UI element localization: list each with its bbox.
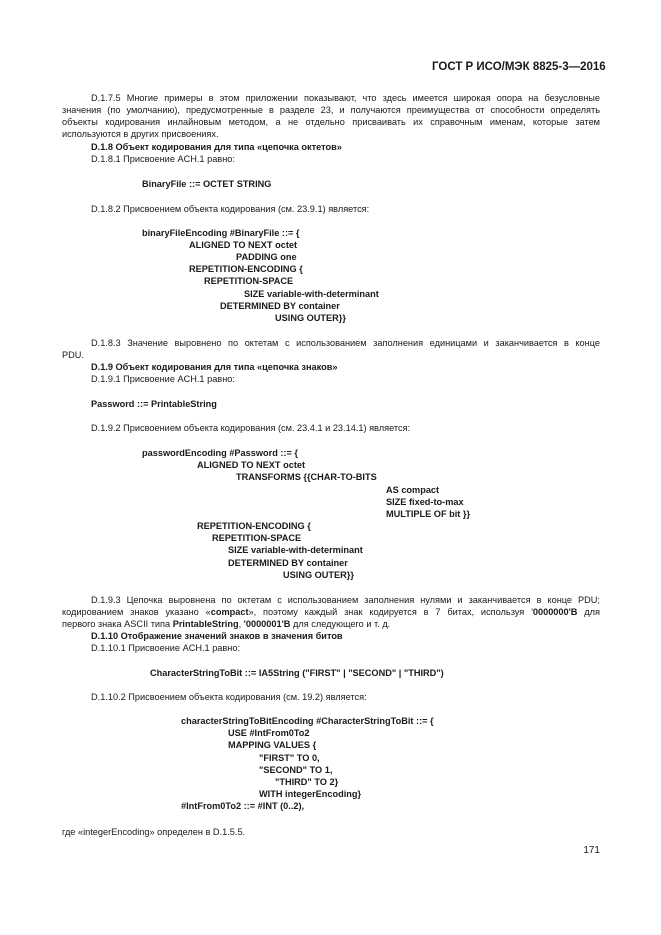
code1-line: REPETITION-ENCODING { <box>189 264 303 274</box>
paragraph-d182: D.1.8.2 Присвоением объекта кодирования (см. 23.9.1) является: <box>91 204 370 214</box>
page-number: 171 <box>583 845 600 856</box>
code3-line: "FIRST" TO 0, <box>259 753 320 763</box>
code-password: Password ::= PrintableString <box>91 399 217 409</box>
code1-line: SIZE variable-with-determinant <box>244 289 379 299</box>
code2-line: SIZE variable-with-determinant <box>228 545 363 555</box>
paragraph-d193-line2: кодированием знаков указано «compact», поэтому каждый знак кодируется в 7 битах, используя '0000000'B для <box>62 607 600 617</box>
paragraph-d1101: D.1.10.1 Присвоение ACH.1 равно: <box>91 643 241 653</box>
heading-d18: D.1.8 Объект кодирования для типа «цепочка октетов» <box>91 142 342 152</box>
code3-line: MAPPING VALUES { <box>228 740 317 750</box>
code2-line: DETERMINED BY container <box>228 558 348 568</box>
paragraph-d175-line4: используются в других присвоениях. <box>62 129 219 139</box>
code2-line: MULTIPLE OF bit }} <box>386 509 471 519</box>
code1-line: ALIGNED TO NEXT octet <box>189 240 298 250</box>
code3-line: USE #IntFrom0To2 <box>228 728 310 738</box>
code1-line: binaryFileEncoding #BinaryFile ::= { <box>142 228 300 238</box>
paragraph-d193-line3: первого знака ASCII типа PrintableString, '0000001'B для следующего и т. д. <box>62 619 391 629</box>
paragraph-final: где «integerEncoding» определен в D.1.5.5. <box>62 827 246 837</box>
code2-line: REPETITION-ENCODING { <box>197 521 311 531</box>
code3-line: "THIRD" TO 2} <box>275 777 339 787</box>
code2-line: REPETITION-SPACE <box>212 533 302 543</box>
paragraph-d191: D.1.9.1 Присвоение ACH.1 равно: <box>91 374 235 384</box>
code2-line: USING OUTER}} <box>283 570 354 580</box>
code-charstring: CharacterStringToBit ::= IA5String ("FIRST" | "SECOND" | "THIRD") <box>150 668 444 678</box>
paragraph-d192: D.1.9.2 Присвоением объекта кодирования (см. 23.4.1 и 23.14.1) является: <box>91 423 411 433</box>
code1-line: PADDING one <box>236 252 297 262</box>
heading-d19: D.1.9 Объект кодирования для типа «цепочка знаков» <box>91 362 338 372</box>
paragraph-d175-line1: D.1.7.5 Многие примеры в этом приложении показывают, что здесь имеется широкая опора на безусловные <box>91 93 600 103</box>
code2-line: TRANSFORMS {{CHAR-TO-BITS <box>236 472 377 482</box>
code1-line: USING OUTER}} <box>275 313 346 323</box>
code3-line: "SECOND" TO 1, <box>259 765 333 775</box>
paragraph-d183-line2: PDU. <box>62 350 84 360</box>
code3-line: characterStringToBitEncoding #CharacterStringToBit ::= { <box>181 716 434 726</box>
code2-line: ALIGNED TO NEXT octet <box>197 460 306 470</box>
document-header: ГОСТ Р ИСО/МЭК 8825-3—2016 <box>432 61 606 73</box>
code1-line: REPETITION-SPACE <box>204 276 294 286</box>
paragraph-d1102: D.1.10.2 Присвоением объекта кодирования (см. 19.2) является: <box>91 692 367 702</box>
code2-line: SIZE fixed-to-max <box>386 497 464 507</box>
code2-line: AS compact <box>386 485 440 495</box>
paragraph-d183-line1: D.1.8.3 Значение выровнено по октетам с использованием заполнения единицами и заканчивается в конце <box>91 338 600 348</box>
code-binaryfile: BinaryFile ::= OCTET STRING <box>142 179 272 189</box>
paragraph-d193-line1: D.1.9.3 Цепочка выровнена по октетам с использованием заполнения нулями и заканчивается в конце PDU; <box>91 595 600 605</box>
code1-line: DETERMINED BY container <box>220 301 340 311</box>
code2-line: passwordEncoding #Password ::= { <box>142 448 298 458</box>
paragraph-d175-line3: объекты кодирования инлайновым методом, а не отдельно присваивать их справочным именам, которые затем <box>62 117 600 127</box>
code3-line: #IntFrom0To2 ::= #INT (0..2), <box>181 801 305 811</box>
paragraph-d175-line2: значения (по умолчанию), предусмотренные в разделе 23, и получаются преимущества от способности определять <box>62 105 600 115</box>
heading-d110: D.1.10 Отображение значений знаков в значения битов <box>91 631 343 641</box>
code3-line: WITH integerEncoding} <box>259 789 362 799</box>
paragraph-d181: D.1.8.1 Присвоение ACH.1 равно: <box>91 154 235 164</box>
